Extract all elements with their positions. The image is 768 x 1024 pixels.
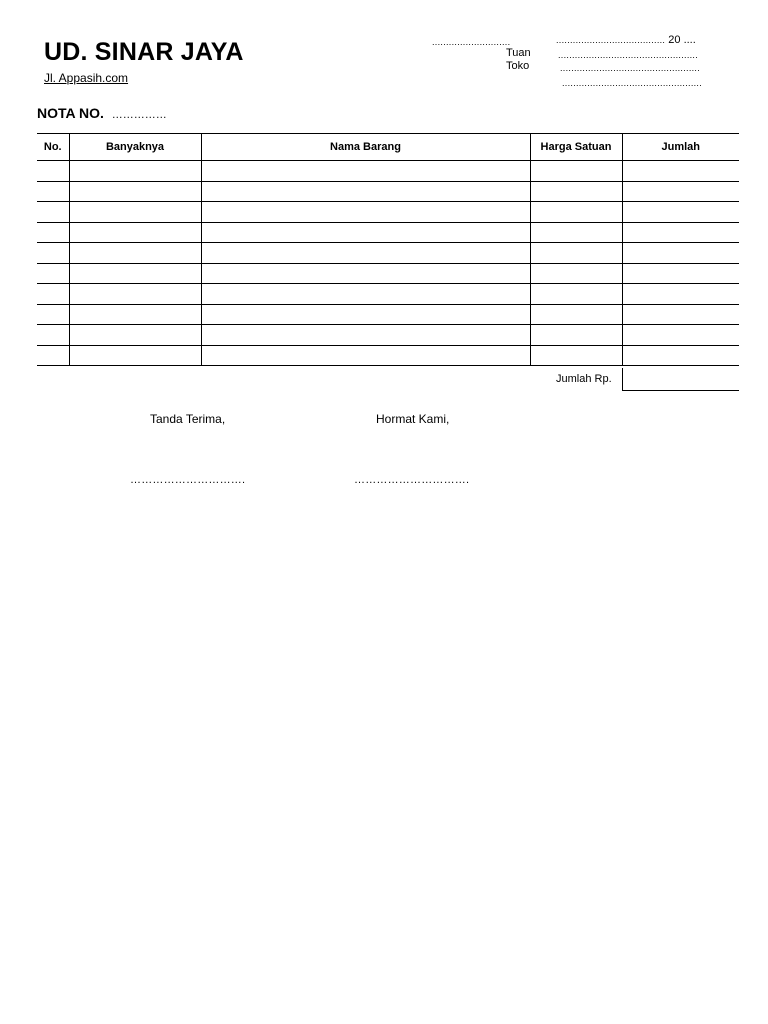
table-row xyxy=(37,284,739,305)
extra-dots: .................................................. xyxy=(562,78,703,88)
table-cell[interactable] xyxy=(37,181,69,202)
table-cell[interactable] xyxy=(622,181,739,202)
table-cell[interactable] xyxy=(37,202,69,223)
sender-label: Hormat Kami, xyxy=(376,412,450,426)
table-cell[interactable] xyxy=(69,181,201,202)
date-line xyxy=(556,34,696,47)
table-row xyxy=(37,222,739,243)
total-amount-box[interactable] xyxy=(622,368,739,391)
table-cell[interactable] xyxy=(622,345,739,366)
table-cell[interactable] xyxy=(622,284,739,305)
table-row xyxy=(37,181,739,202)
table-cell[interactable] xyxy=(530,222,622,243)
table-header-row xyxy=(37,134,739,161)
toko-label: Toko xyxy=(506,60,530,72)
column-header-banyaknya: Banyaknya xyxy=(69,134,201,161)
table-cell[interactable] xyxy=(530,263,622,284)
receiver-label: Tanda Terima, xyxy=(150,412,226,426)
place-dots: ............................ xyxy=(432,37,511,47)
table-cell[interactable] xyxy=(530,284,622,305)
toko-dots: .................................................. xyxy=(560,63,701,73)
receiver-signature-line: …………………………. xyxy=(130,474,246,486)
table-cell[interactable] xyxy=(37,161,69,182)
items-body xyxy=(37,161,739,366)
table-cell[interactable] xyxy=(37,263,69,284)
table-cell[interactable] xyxy=(37,243,69,264)
table-cell[interactable] xyxy=(530,345,622,366)
table-cell[interactable] xyxy=(622,263,739,284)
table-cell[interactable] xyxy=(201,243,530,264)
table-row xyxy=(37,202,739,223)
table-cell[interactable] xyxy=(69,325,201,346)
table-cell[interactable] xyxy=(37,325,69,346)
table-cell[interactable] xyxy=(69,161,201,182)
nota-label: NOTA NO. xyxy=(37,105,104,121)
table-cell[interactable] xyxy=(530,202,622,223)
table-cell[interactable] xyxy=(201,161,530,182)
table-cell[interactable] xyxy=(622,161,739,182)
table-cell[interactable] xyxy=(622,325,739,346)
nota-dots: …………… xyxy=(111,109,167,121)
table-cell[interactable] xyxy=(622,304,739,325)
table-cell[interactable] xyxy=(69,284,201,305)
tuan-dots: .................................................. xyxy=(558,50,699,60)
column-header-jumlah: Jumlah xyxy=(622,134,739,161)
total-label: Jumlah Rp. xyxy=(556,373,612,385)
table-cell[interactable] xyxy=(69,345,201,366)
table-cell[interactable] xyxy=(201,345,530,366)
company-address: Jl. Appasih.com xyxy=(44,71,129,85)
table-row xyxy=(37,161,739,182)
table-cell[interactable] xyxy=(530,181,622,202)
date-dots: ....................................... xyxy=(556,35,666,45)
table-cell[interactable] xyxy=(622,222,739,243)
table-cell[interactable] xyxy=(622,243,739,264)
table-cell[interactable] xyxy=(37,222,69,243)
table-cell[interactable] xyxy=(69,222,201,243)
column-header-no: No. xyxy=(37,134,69,161)
table-cell[interactable] xyxy=(530,304,622,325)
tuan-label: Tuan xyxy=(506,47,531,59)
table-cell[interactable] xyxy=(530,325,622,346)
table-row xyxy=(37,263,739,284)
table-cell[interactable] xyxy=(622,202,739,223)
table-cell[interactable] xyxy=(201,202,530,223)
table-row xyxy=(37,325,739,346)
table-cell[interactable] xyxy=(69,304,201,325)
table-cell[interactable] xyxy=(201,304,530,325)
column-header-nama-barang: Nama Barang xyxy=(201,134,530,161)
column-header-harga-satuan: Harga Satuan xyxy=(530,134,622,161)
table-cell[interactable] xyxy=(69,202,201,223)
table-cell[interactable] xyxy=(201,284,530,305)
table-cell[interactable] xyxy=(201,325,530,346)
items-table xyxy=(37,133,739,366)
table-cell[interactable] xyxy=(37,284,69,305)
table-cell[interactable] xyxy=(530,161,622,182)
table-cell[interactable] xyxy=(37,345,69,366)
table-row xyxy=(37,243,739,264)
table-cell[interactable] xyxy=(201,181,530,202)
date-year: 20 .... xyxy=(668,34,696,46)
table-cell[interactable] xyxy=(201,263,530,284)
company-name: UD. SINAR JAYA xyxy=(44,38,244,66)
table-cell[interactable] xyxy=(37,304,69,325)
table-cell[interactable] xyxy=(69,263,201,284)
sender-signature-line: …………………………. xyxy=(354,474,470,486)
nota-number xyxy=(37,105,167,121)
table-cell[interactable] xyxy=(69,243,201,264)
table-row xyxy=(37,304,739,325)
table-cell[interactable] xyxy=(530,243,622,264)
table-row xyxy=(37,345,739,366)
table-cell[interactable] xyxy=(201,222,530,243)
